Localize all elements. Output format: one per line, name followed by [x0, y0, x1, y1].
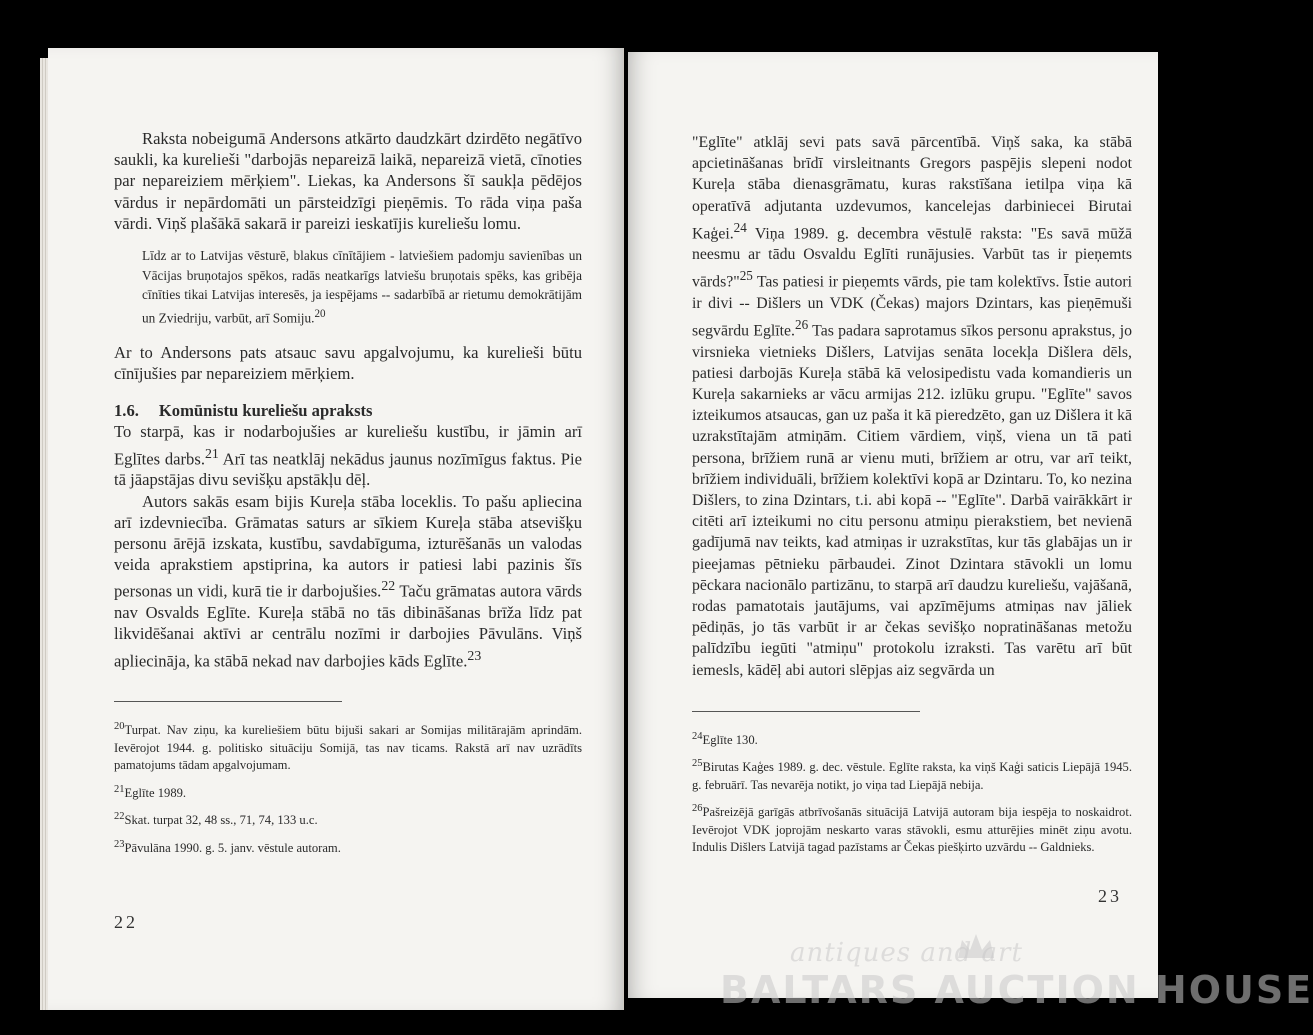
footnote-ref-22: 22	[381, 578, 396, 594]
right-text-d: Tas padara saprotamus sīkos personu aprakstus, jo virsnieka vietnieks Dišlers, Latvijas senāta locekļa Dišlera dēls, patiesi darbojās Kureļa stābā kā velosipedistu vada komandieris un Kureļa sakarnieks ar vācu armijas 212. izlūku grupu. "Eglīte" savos izteikumos atsaucas, gan uz paša it kā pieredzēto, gan uz Dišlera it kā uzrakstītajām atmiņām. Citiem vārdiem, viņš, viena un tā pati persona, brīžiem runā ar vienu muti, brīžiem ar otru, var arī teikt, brīžiem individuāli, brīžiem kolektīvi kopā ar Dzintaru. To, ko nezina Dišlers, to zina Dzintars, t.i. abi kopā -- "Eglīte". Darbā vairākkārt ir citēti arī izteikumi no citu personu atmiņu pierakstiem, bet nevienā gadījumā nav teikts, kad atmiņas ir uzrakstītas, kur tās glabājas un ir pieejamas pētnieku pārbaudei. Zinot Dzintara stāvokli un lomu pēckara nacionālo partizānu, to starpā arī daudzu kureliešu, vajāšanā, rodas pamatotais jautājums, vai apzīmējums atmiņas nav jāliek pēdiņās, jo tās varbūt ir ar čekas sevišķo nopratināšanas metožu palīdzību iegūti "atmiņu" protokolu izraksti. Tas varētu arī būt iemesls, kādēļ abi autori slēpjas aiz segvārda un	[692, 322, 1133, 679]
paragraph-3	[114, 421, 582, 490]
right-text-c: Tas patiesi ir pieņemts vārds, pie tam kolektīvs. Īstie autori ir divi -- Dišlers un VDK (Čekas) majors Dzintars, kas pieņēmuši segvārdu Eglīte.	[692, 273, 1132, 340]
left-page	[48, 48, 624, 1010]
footnote-text: Birutas Kaģes 1989. g. dec. vēstule. Eglīte raksta, ka viņš Kaģi saticis Liepājā 1945. g. februārī. Tas nevarēja notikt, jo viņa tad Liepājā nebija.	[692, 760, 1132, 793]
watermark	[720, 938, 1313, 1028]
footnote-text: Pāvulāna 1990. g. 5. janv. vēstule autoram.	[124, 841, 341, 856]
footnote-number: 21	[114, 783, 125, 795]
footnote-rule	[114, 701, 342, 702]
footnote-number: 24	[692, 730, 703, 742]
footnote-text: Skat. turpat 32, 48 ss., 71, 74, 133 u.c.	[124, 813, 318, 828]
right-page-content	[692, 132, 1132, 863]
footnote-text: Eglīte 1989.	[124, 785, 187, 800]
block-quote-text: Līdz ar to Latvijas vēsturē, blakus cīnītājiem - latviešiem padomju savienības un Vācijas bruņotajos spēkos, radās neatkarīgs latviešu bruņotais spēks, kas gribēja cīnīties tikai Latvijas interesēs, ja iespējams -- sadarbībā ar rietumu demokrātijām un Zviedriju, varbūt, arī Somiju.	[142, 248, 582, 326]
right-paragraph	[692, 132, 1132, 681]
footnote	[692, 755, 1132, 794]
footnote-ref-24: 24	[733, 219, 747, 235]
watermark-line-1: antiques and art	[790, 938, 1023, 968]
footnote	[114, 836, 582, 858]
section-title: Komūnistu kureliešu apraksts	[158, 401, 373, 421]
footnote-number: 25	[692, 758, 703, 770]
footnote-number: 22	[114, 811, 125, 823]
footnote	[114, 808, 582, 830]
footnote-number: 23	[114, 838, 125, 850]
block-quote	[142, 246, 582, 328]
paragraph-4-a: Autors sakās esam bijis Kureļa stāba loceklis. To pašu apliecina arī izdevniecība. Grāmatas saturs ar sīkiem Kureļa stāba atsevišķu personu ārējā izskata, kustību, savdabīguma, izturēšanās un valodas veida aprakstiem apstiprina, ka autors ir patiesi labi pazinis šīs personas un vidi, kurā tie ir darbojušies.	[114, 491, 582, 601]
footnote-number: 20	[114, 721, 125, 733]
paragraph-3-b: Arī tas neatklāj nekādus jaunus nozīmīgus faktus. Pie tā jāapstājas divu sevišķu apstākļu dēļ.	[114, 449, 582, 490]
paragraph-4	[114, 491, 582, 672]
footnote	[114, 718, 582, 774]
left-page-content	[114, 128, 582, 863]
footnote-ref-25: 25	[739, 268, 753, 284]
footnote-text: Pašreizējā garīgās atbrīvošanās situācijā Latvijā autoram bija iespēja to noskaidrot. Ievērojot VDK joprojām neskarto varas stāvokli, esmu atturējies minēt ziņu avotu. Indulis Dišlers Latvijā tagad pazīstams ar Čekas piešķirto uzvārdu -- Galdnieks.	[692, 805, 1132, 855]
footnote-ref-20: 20	[314, 307, 326, 320]
right-text-b: Viņa 1989. g. decembra vēstulē raksta: "Es savā mūžā neesmu ar tādu Osvaldu Eglīti runājusies. Varbūt tas ir pieņemts vārds?"	[692, 225, 1132, 291]
footnote-ref-21: 21	[204, 445, 219, 461]
paragraph-3-a: To starpā, kas ir nodarbojušies ar kureliešu kustību, ir jāmin arī Eglītes darbs.	[114, 422, 582, 469]
section-heading	[114, 400, 582, 421]
footnotes-right	[692, 728, 1132, 857]
footnote-ref-26: 26	[795, 317, 809, 333]
paragraph-4-b: Taču grāmatas autora vārds nav Osvalds Eglīte. Kureļa stābā no tās dibināšanas brīža līdz pat likvidēšanai aktīvi ar centrālu nozīmi ir darbojies Pāvulāns. Viņš apliecināja, ka stābā nekad nav darbojies kāds Eglīte.	[114, 581, 582, 671]
page-number-right: 23	[1098, 886, 1122, 906]
right-page	[628, 52, 1158, 998]
paragraph-2: Ar to Andersons pats atsauc savu apgalvojumu, ka kurelieši būtu cīnījušies par nepareiziem mērķiem.	[114, 342, 582, 384]
footnote	[114, 781, 582, 803]
section-number: 1.6.	[114, 401, 139, 421]
footnote-text: Eglīte 130.	[702, 733, 758, 748]
page-number-left: 22	[114, 912, 138, 932]
right-text-a: "Eglīte" atklāj sevi pats savā pārcentībā. Viņš saka, ka stābā apcietināšanas brīdī virsleitnants Gregors paspējis slepeni nodot Kureļa stāba dienasgrāmatu, kuras rakstīšana ietilpa viņa kā operatīvā adjutanta uzdevumos, kancelejas darbiniecei Birutai Kaģei.	[692, 134, 1132, 243]
watermark-line-2: BALTARS AUCTION HOUSE	[720, 968, 1313, 1012]
footnote	[692, 728, 1132, 750]
footnote-number: 26	[692, 803, 703, 815]
footnote-text: Turpat. Nav ziņu, ka kureliešiem būtu bijuši sakari ar Somijas militārajām aprindām. Ievērojot 1944. g. politisko situāciju Somijā, tas nav ticams. Rakstā arī nav uzrādīts pamatojums tādam apgalvojumam.	[114, 723, 582, 773]
footnote-rule	[692, 711, 920, 712]
footnote-ref-23: 23	[467, 647, 482, 663]
footnote	[692, 800, 1132, 856]
paragraph-1: Raksta nobeigumā Andersons atkārto daudzkārt dzirdēto negātīvo saukli, ka kurelieši "darbojās nepareizā laikā, nepareizā vietā, cīnoties par nepareiziem mērķiem". Liekas, ka Andersons šī saukļa pēdējos vārdus ir nepārdomāti un pārsteidzīgi pieņēmis. To rāda viņa paša vārdi. Viņš plašākā sakarā ir pareizi ieskatījis kureliešu lomu.	[114, 129, 582, 233]
footnotes-left	[114, 718, 582, 857]
